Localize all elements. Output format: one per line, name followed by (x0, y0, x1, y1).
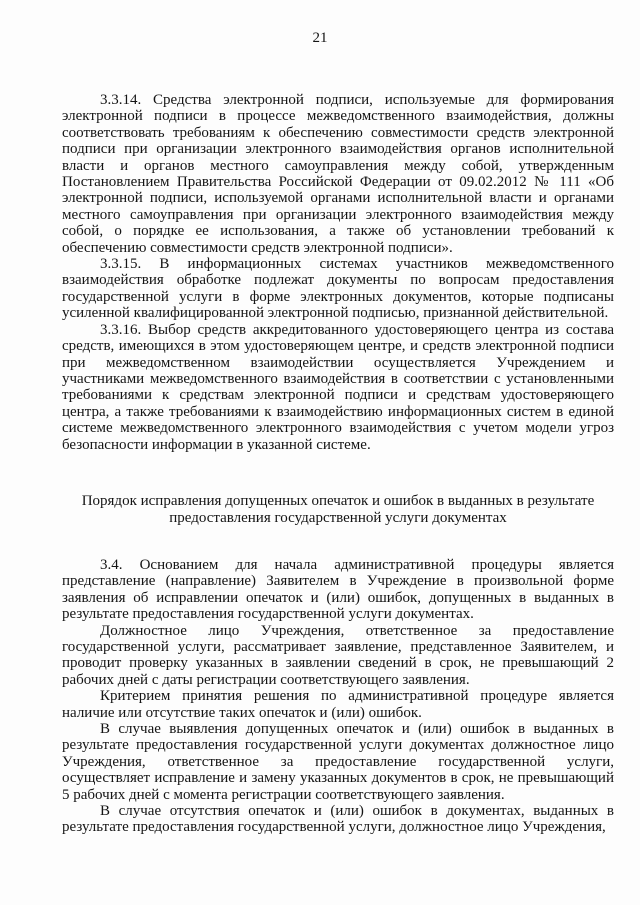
paragraph-no-errors: В случае отсутствия опечаток и (или) ошибок в документах, выданных в результате предоставления государственной услуги, должностное лицо Учреждения, (62, 803, 614, 836)
paragraph-errors-found: В случае выявления допущенных опечаток и (или) ошибок в выданных в результате предоставления государственной услуги документах должностное лицо Учреждения, ответственное за предоставление государственной услуги, осуществляет исправление и замену указанных документов в срок, не превышающий 5 рабочих дней с момента регистрации соответствующего заявления. (62, 721, 614, 803)
page-content (62, 92, 614, 836)
paragraph-3-3-16: 3.3.16. Выбор средств аккредитованного удостоверяющего центра из состава средств, имеющихся в этом удостоверяющем центре, и средств электронной подписи при межведомственном взаимодействии осуществляется Учреждением и участниками межведомственного взаимодействия в соответствии с установленными требованиями к средствам электронной подписи и средствам удостоверяющего центра, а также требованиями к взаимодействию информационных систем в единой системе межведомственного электронного взаимодействия с учетом модели угроз безопасности информации в указанной системе. (62, 321, 614, 453)
paragraph-3-4: 3.4. Основанием для начала административной процедуры является представление (направление) Заявителем в Учреждение в произвольной форме заявления об исправлении опечаток и (или) ошибок, допущенных в выданных в результате предоставления государственной услуги документах. (62, 556, 614, 623)
page-number: 21 (312, 30, 328, 46)
paragraph-3-3-15: 3.3.15. В информационных системах участников межведомственного взаимодействия обработке подлежат документы по вопросам предоставления государственной услуги в форме электронных документов, которые подписаны усиленной квалифицированной электронной подписью, признанной действительной. (62, 256, 614, 322)
paragraph-official-review: Должностное лицо Учреждения, ответственное за предоставление государственной услуги, рассматривает заявление, представленное Заявителем, и проводит проверку указанных в заявлении сведений в срок, не превышающий 2 рабочих дней с даты регистрации соответствующего заявления. (62, 622, 614, 688)
section-heading: Порядок исправления допущенных опечаток и ошибок в выданных в результате предоставления государственной услуги документах (81, 492, 595, 526)
paragraph-3-3-14: 3.3.14. Средства электронной подписи, используемые для формирования электронной подписи в процессе межведомственного взаимодействия, должны соответствовать требованиям к обеспечению совместимости средств электронной подписи при организации электронного взаимодействия органов исполнительной власти и органов местного самоуправления между собой, утвержденным Постановлением Правительства Российской Федерации от 09.02.2012 № 111 «Об электронной подписи, используемой органами исполнительной власти и органами местного самоуправления при организации электронного взаимодействия между собой, о порядке ее использования, а также об установлении требований к обеспечению совместимости средств электронной подписи». (62, 92, 614, 256)
paragraph-decision-criterion: Критерием принятия решения по административной процедуре является наличие или отсутствие таких опечаток и (или) ошибок. (62, 688, 614, 721)
